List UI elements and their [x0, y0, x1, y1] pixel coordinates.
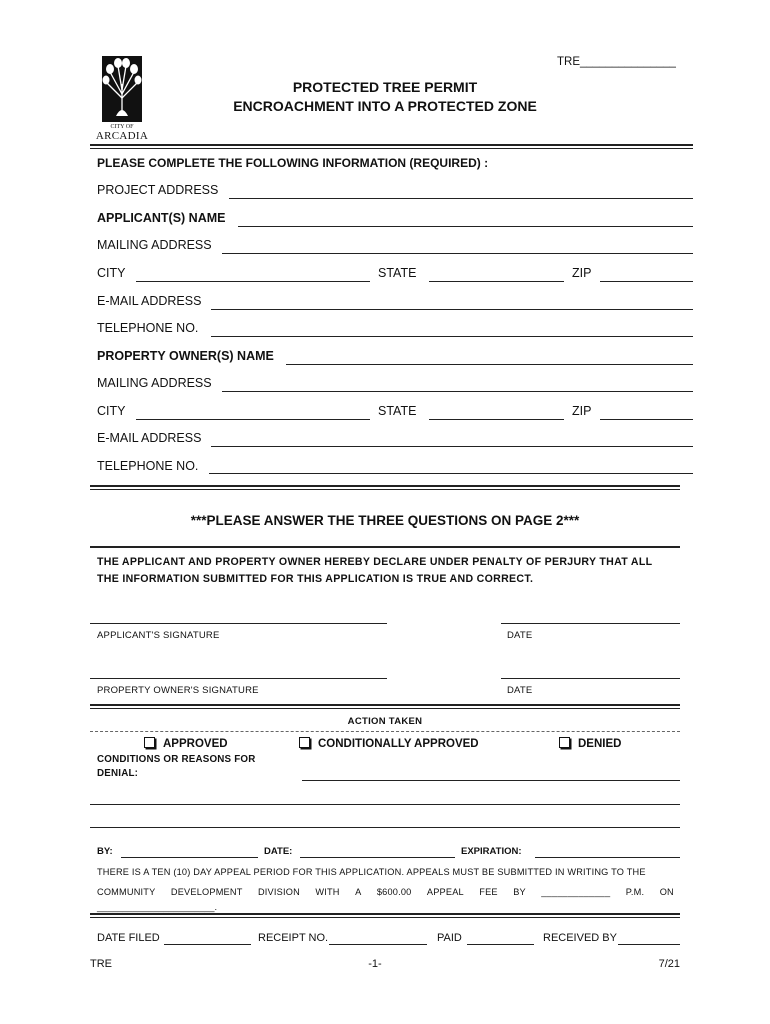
declaration-line-1: THE APPLICANT AND PROPERTY OWNER HEREBY DECLARE UNDER PENALTY OF PERJURY THAT ALL	[97, 556, 653, 568]
applicant-city-label: CITY	[97, 266, 126, 280]
owner-email-label: E-MAIL ADDRESS	[97, 431, 202, 445]
page-number: -1-	[368, 958, 382, 970]
date-filed-field[interactable]	[164, 944, 251, 945]
applicant-city-field[interactable]	[136, 267, 370, 282]
owner-city-field[interactable]	[136, 405, 370, 420]
appeal-word: ON	[659, 887, 674, 897]
owner-signature-label: PROPERTY OWNER'S SIGNATURE	[97, 685, 259, 696]
project-address-label: PROJECT ADDRESS	[97, 183, 219, 197]
received-by-field[interactable]	[618, 944, 680, 945]
owner-mailing-label: MAILING ADDRESS	[97, 376, 212, 390]
declaration-line-2: THE INFORMATION SUBMITTED FOR THIS APPLICATION IS TRUE AND CORRECT.	[97, 573, 534, 585]
receipt-field[interactable]	[329, 944, 427, 945]
applicant-state-field[interactable]	[429, 267, 564, 282]
conditionally-approved-checkbox-icon[interactable]	[299, 737, 310, 748]
project-address-field[interactable]	[229, 184, 693, 199]
applicant-date-label: DATE	[507, 630, 533, 641]
applicant-email-label: E-MAIL ADDRESS	[97, 294, 202, 308]
header-divider	[90, 144, 693, 149]
appeal-word: COMMUNITY	[97, 887, 156, 897]
denied-option[interactable]	[559, 737, 621, 750]
city-logo	[96, 54, 148, 142]
owner-city-label: CITY	[97, 404, 126, 418]
appeal-word: _____________	[541, 887, 611, 897]
section-divider	[90, 485, 680, 490]
appeal-word: APPEAL	[426, 887, 464, 897]
instruction-text: PLEASE COMPLETE THE FOLLOWING INFORMATION (REQUIRED) :	[97, 156, 489, 170]
owner-telephone-field[interactable]	[209, 459, 693, 474]
applicant-mailing-label: MAILING ADDRESS	[97, 238, 212, 252]
applicant-telephone-field[interactable]	[211, 322, 693, 337]
action-heading: ACTION TAKEN	[347, 716, 423, 727]
appeal-word: A	[355, 887, 362, 897]
applicant-date-line[interactable]	[501, 623, 680, 624]
paid-field[interactable]	[467, 944, 534, 945]
footer-form-code: TRE	[90, 958, 112, 970]
owner-date-line[interactable]	[501, 678, 680, 679]
applicant-name-field[interactable]	[238, 212, 693, 227]
applicant-zip-field[interactable]	[600, 267, 693, 282]
appeal-word: DEVELOPMENT	[170, 887, 243, 897]
logo-city-name: ARCADIA	[95, 130, 149, 142]
appeal-word: WITH	[315, 887, 340, 897]
owner-zip-field[interactable]	[600, 405, 693, 420]
denied-checkbox-icon[interactable]	[559, 737, 570, 748]
conditions-line-3[interactable]	[90, 827, 680, 828]
appeal-text-line-3: _______________________.	[97, 902, 218, 912]
approved-label: APPROVED	[163, 738, 228, 750]
applicant-name-label: APPLICANT(S) NAME	[97, 211, 226, 225]
date-filed-label: DATE FILED	[97, 932, 160, 944]
appeal-text-line-1: THERE IS A TEN (10) DAY APPEAL PERIOD FOR THIS APPLICATION. APPEALS MUST BE SUBMITTED IN WRITING TO THE	[97, 867, 646, 877]
appeal-word: P.M.	[625, 887, 645, 897]
declaration-divider	[90, 546, 680, 548]
owner-name-field[interactable]	[286, 350, 693, 365]
owner-signature-line[interactable]	[90, 678, 387, 679]
page-title: PROTECTED TREE PERMIT	[292, 79, 478, 95]
applicant-state-label: STATE	[378, 266, 417, 280]
appeal-word: DIVISION	[257, 887, 300, 897]
conditions-label-1: CONDITIONS OR REASONS FOR	[97, 754, 256, 765]
conditions-label-2: DENIAL:	[97, 768, 139, 779]
receipt-label: RECEIPT NO.	[258, 932, 329, 944]
approved-checkbox-icon[interactable]	[144, 737, 155, 748]
page-subtitle: ENCROACHMENT INTO A PROTECTED ZONE	[233, 98, 537, 114]
logo-city-of: CITY OF	[110, 124, 134, 130]
expiration-label: EXPIRATION:	[461, 846, 522, 857]
applicant-email-field[interactable]	[211, 295, 693, 310]
applicant-signature-line[interactable]	[90, 623, 387, 624]
by-label: BY:	[97, 846, 113, 857]
tre-number: TRE_______________	[557, 56, 676, 68]
approved-option[interactable]	[144, 737, 228, 750]
owner-name-label: PROPERTY OWNER(S) NAME	[97, 349, 274, 363]
owner-telephone-label: TELEPHONE NO.	[97, 459, 199, 473]
applicant-signature-label: APPLICANT'S SIGNATURE	[97, 630, 220, 641]
owner-zip-label: ZIP	[572, 404, 592, 418]
action-divider-top	[90, 704, 680, 709]
by-field[interactable]	[121, 857, 258, 858]
office-divider	[90, 913, 680, 918]
applicant-mailing-field[interactable]	[222, 239, 693, 254]
expiration-field[interactable]	[535, 857, 680, 858]
owner-email-field[interactable]	[211, 432, 693, 447]
action-date-field[interactable]	[300, 857, 455, 858]
received-by-label: RECEIVED BY	[543, 932, 617, 944]
denied-label: DENIED	[578, 738, 622, 750]
action-divider	[90, 731, 680, 732]
applicant-zip-label: ZIP	[572, 266, 592, 280]
paid-label: PAID	[437, 932, 462, 944]
appeal-word: $600.00	[376, 887, 412, 897]
appeal-word: FEE	[479, 887, 498, 897]
conditions-line-1[interactable]	[302, 780, 680, 781]
owner-date-label: DATE	[507, 685, 533, 696]
action-date-label: DATE:	[264, 846, 293, 857]
conditions-line-2[interactable]	[90, 804, 680, 805]
revision-date: 7/21	[658, 958, 680, 970]
conditionally-approved-label: CONDITIONALLY APPROVED	[318, 738, 479, 750]
applicant-telephone-label: TELEPHONE NO.	[97, 321, 199, 335]
owner-state-label: STATE	[378, 404, 417, 418]
appeal-text-line-2	[97, 887, 674, 897]
appeal-word: BY	[513, 887, 526, 897]
page2-notice: ***PLEASE ANSWER THE THREE QUESTIONS ON PAGE 2***	[190, 513, 580, 528]
owner-state-field[interactable]	[429, 405, 564, 420]
conditionally-approved-option[interactable]	[299, 737, 479, 750]
owner-mailing-field[interactable]	[222, 377, 693, 392]
